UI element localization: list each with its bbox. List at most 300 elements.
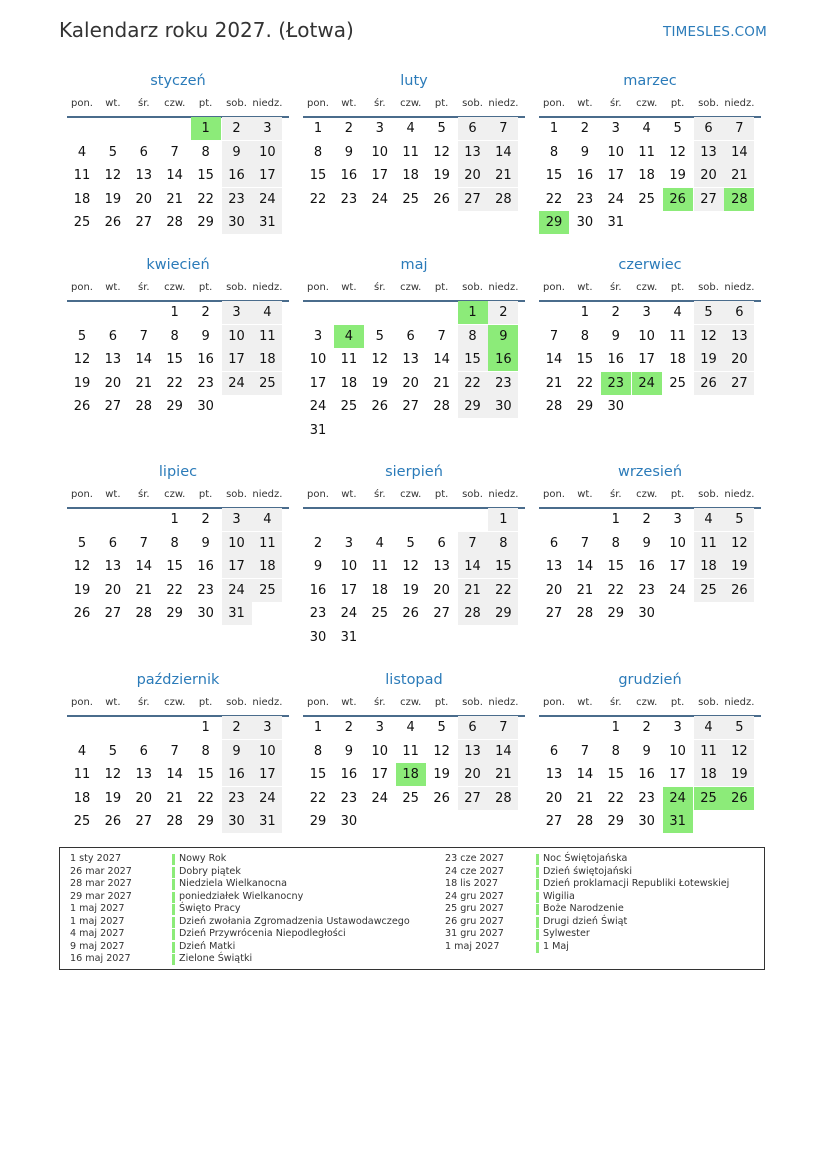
day-cell: 16 — [638, 559, 655, 574]
day-cell: 20 — [724, 348, 754, 371]
holiday-marker — [536, 929, 539, 940]
day-cell: 18 — [73, 790, 91, 806]
day-cell: 22 — [197, 191, 214, 207]
weekday-label: sob. — [226, 489, 247, 500]
day-cell: 31 — [252, 211, 282, 234]
day-cell: 31 — [607, 215, 625, 230]
day-cell: 1 — [170, 305, 179, 320]
weekday-label: pt. — [198, 697, 213, 708]
day-cell: 7 — [580, 535, 590, 551]
day-cell: 10 — [222, 325, 252, 348]
day-cell: 11 — [402, 144, 419, 160]
holiday-date: 28 mar 2027 — [70, 878, 132, 890]
day-cell: 9 — [642, 535, 651, 551]
day-cell: 27 — [135, 814, 153, 829]
day-cell: 5 — [406, 535, 415, 551]
weekday-label: czw. — [636, 489, 658, 500]
day-cell: 30 — [488, 395, 518, 418]
day-cell: 21 — [135, 375, 153, 391]
holiday-marker — [536, 904, 539, 915]
weekday-label: śr. — [610, 98, 622, 109]
day-cell: 8 — [458, 325, 488, 348]
holiday-day-cell: 29 — [539, 211, 569, 234]
day-cell: 3 — [673, 720, 682, 735]
day-cell: 23 — [340, 191, 358, 207]
day-cell: 9 — [201, 328, 210, 344]
day-cell: 22 — [607, 582, 625, 598]
day-cell: 5 — [673, 121, 682, 136]
weekday-label: czw. — [164, 282, 186, 293]
day-cell: 13 — [135, 767, 153, 782]
day-cell: 23 — [309, 606, 327, 621]
day-cell: 14 — [576, 559, 594, 574]
holiday-name: Święto Pracy — [179, 903, 241, 915]
day-cell: 28 — [545, 399, 563, 414]
holiday-marker — [172, 917, 175, 928]
holiday-date: 1 maj 2027 — [70, 915, 125, 927]
day-cell: 26 — [402, 606, 419, 621]
day-cell: 2 — [642, 720, 651, 735]
day-cell: 13 — [545, 559, 563, 574]
day-cell: 12 — [694, 325, 724, 348]
weekday-label: sob. — [226, 282, 247, 293]
holiday-marker — [172, 929, 175, 940]
weekday-label: niedz. — [252, 98, 283, 109]
day-cell: 6 — [694, 117, 724, 140]
day-cell: 27 — [104, 606, 122, 621]
day-cell: 4 — [673, 305, 682, 320]
day-cell: 31 — [340, 629, 358, 645]
holiday-marker — [536, 879, 539, 890]
weekday-label: śr. — [138, 282, 150, 293]
page-title: Kalendarz roku 2027. (Łotwa) — [59, 18, 354, 42]
day-cell: 18 — [694, 555, 724, 578]
day-cell: 3 — [375, 121, 384, 136]
day-cell: 7 — [458, 532, 488, 555]
day-cell: 6 — [549, 535, 559, 551]
day-cell: 6 — [406, 328, 415, 344]
holiday-date: 1 sty 2027 — [70, 853, 122, 864]
day-cell: 1 — [313, 720, 323, 735]
day-cell: 14 — [166, 767, 183, 782]
day-cell: 13 — [724, 325, 754, 348]
holiday-day-cell: 31 — [663, 810, 693, 833]
weekday-label: czw. — [164, 489, 186, 500]
day-cell: 1 — [170, 512, 179, 527]
month-name: czerwiec — [618, 257, 682, 273]
day-cell: 25 — [340, 399, 358, 414]
day-cell: 12 — [402, 559, 419, 574]
weekday-label: pt. — [434, 489, 449, 500]
day-cell: 28 — [166, 215, 183, 230]
day-cell: 23 — [340, 790, 358, 806]
day-cell: 5 — [108, 144, 118, 160]
weekday-label: sob. — [462, 489, 483, 500]
day-cell: 14 — [724, 141, 754, 164]
day-cell: 19 — [433, 767, 450, 782]
holiday-day-cell: 28 — [724, 188, 754, 211]
weekday-label: czw. — [636, 282, 658, 293]
day-cell: 10 — [607, 144, 625, 160]
day-cell: 7 — [488, 716, 518, 739]
day-cell: 21 — [166, 790, 183, 806]
holiday-day-cell: 16 — [488, 348, 518, 371]
brand-link[interactable]: TIMESLES.COM — [663, 24, 767, 40]
day-cell: 26 — [104, 814, 122, 829]
weekday-label: pt. — [198, 489, 213, 500]
day-cell: 1 — [201, 720, 210, 735]
weekday-label: niedz. — [488, 489, 519, 500]
day-cell: 22 — [607, 790, 625, 806]
day-cell: 10 — [252, 141, 282, 164]
day-cell: 7 — [488, 117, 518, 140]
weekday-label: wt. — [341, 98, 357, 109]
day-cell: 24 — [252, 787, 282, 810]
weekday-label: pon. — [307, 98, 329, 109]
month-name: lipiec — [158, 464, 198, 480]
day-cell: 29 — [607, 606, 625, 621]
day-cell: 20 — [135, 790, 153, 806]
day-cell: 21 — [458, 579, 488, 602]
weekday-label: śr. — [138, 98, 150, 109]
day-cell: 17 — [252, 164, 282, 187]
weekday-label: pon. — [71, 697, 93, 708]
day-cell: 27 — [135, 215, 153, 230]
day-cell: 26 — [73, 606, 91, 621]
day-cell: 20 — [458, 164, 488, 187]
day-cell: 6 — [437, 535, 446, 551]
day-cell: 15 — [607, 767, 625, 782]
weekday-label: niedz. — [488, 697, 519, 708]
day-cell: 9 — [201, 535, 210, 551]
day-cell: 10 — [669, 743, 686, 759]
day-cell: 25 — [252, 372, 282, 395]
holiday-date: 29 mar 2027 — [70, 890, 132, 902]
day-cell: 24 — [669, 582, 686, 598]
holiday-day-cell: 4 — [334, 325, 364, 348]
day-cell: 8 — [313, 144, 323, 160]
weekday-label: pon. — [543, 98, 565, 109]
day-cell: 6 — [139, 743, 148, 759]
day-cell: 26 — [694, 372, 724, 395]
day-cell: 27 — [724, 372, 754, 395]
weekday-label: wt. — [341, 489, 357, 500]
day-cell: 4 — [77, 144, 87, 160]
weekday-label: śr. — [374, 697, 386, 708]
day-cell: 25 — [73, 814, 91, 829]
day-cell: 1 — [611, 512, 620, 527]
day-cell: 13 — [694, 141, 724, 164]
month-name: styczeń — [150, 73, 206, 89]
weekday-label: pon. — [307, 282, 329, 293]
day-cell: 31 — [252, 810, 282, 833]
day-cell: 21 — [166, 191, 183, 207]
day-cell: 11 — [694, 740, 724, 763]
day-cell: 4 — [252, 301, 282, 324]
day-cell: 10 — [252, 740, 282, 763]
day-cell: 10 — [638, 328, 655, 344]
day-cell: 12 — [73, 352, 91, 367]
day-cell: 30 — [340, 814, 358, 829]
holiday-day-cell: 18 — [396, 763, 426, 786]
day-cell: 20 — [135, 191, 153, 207]
weekday-label: pt. — [670, 697, 685, 708]
day-cell: 25 — [252, 579, 282, 602]
holiday-name: Drugi dzień Świąt — [543, 915, 628, 927]
day-cell: 11 — [669, 328, 686, 344]
day-cell: 28 — [488, 787, 518, 810]
holiday-name: Dzień Przywrócenia Niepodległości — [179, 928, 346, 940]
day-cell: 29 — [166, 399, 183, 414]
holiday-date: 31 gru 2027 — [445, 928, 504, 940]
weekday-label: niedz. — [252, 489, 283, 500]
holiday-marker — [172, 854, 175, 865]
day-cell: 29 — [197, 215, 214, 230]
day-cell: 22 — [576, 375, 594, 391]
day-cell: 21 — [545, 375, 563, 391]
day-cell: 3 — [375, 720, 384, 735]
weekday-label: wt. — [105, 697, 121, 708]
day-cell: 5 — [724, 508, 754, 531]
day-cell: 2 — [222, 117, 252, 140]
day-cell: 8 — [580, 328, 590, 344]
holiday-marker — [172, 942, 175, 953]
day-cell: 24 — [222, 372, 252, 395]
day-cell: 25 — [371, 606, 389, 621]
weekday-label: pt. — [670, 98, 685, 109]
weekday-label: wt. — [577, 282, 593, 293]
day-cell: 16 — [340, 168, 358, 183]
day-cell: 14 — [545, 352, 563, 367]
day-cell: 5 — [375, 328, 384, 344]
holiday-date: 18 lis 2027 — [445, 878, 499, 890]
weekday-label: sob. — [226, 697, 247, 708]
day-cell: 13 — [135, 168, 153, 183]
day-cell: 28 — [576, 606, 594, 621]
day-cell: 13 — [433, 559, 450, 574]
day-cell: 17 — [222, 555, 252, 578]
day-cell: 16 — [197, 559, 214, 574]
holiday-name: Dzień zwołania Zgromadzenia Ustawodawczego — [179, 915, 410, 927]
day-cell: 27 — [402, 399, 419, 414]
holiday-date: 24 gru 2027 — [445, 890, 504, 902]
month-name: grudzień — [618, 672, 682, 688]
month-name: marzec — [623, 73, 677, 89]
day-cell: 27 — [433, 606, 450, 621]
day-cell: 28 — [135, 606, 153, 621]
day-cell: 18 — [669, 352, 686, 367]
weekday-label: sob. — [698, 282, 719, 293]
day-cell: 22 — [309, 191, 327, 207]
weekday-label: pt. — [198, 98, 213, 109]
day-cell: 23 — [488, 372, 518, 395]
weekday-label: sob. — [462, 282, 483, 293]
day-cell: 30 — [607, 399, 625, 414]
holiday-date: 1 maj 2027 — [445, 940, 500, 952]
day-cell: 1 — [488, 508, 518, 531]
day-cell: 10 — [309, 352, 327, 367]
month-name: październik — [136, 672, 220, 688]
holiday-marker — [536, 867, 539, 878]
day-cell: 14 — [576, 767, 594, 782]
day-cell: 26 — [73, 399, 91, 414]
day-cell: 21 — [724, 164, 754, 187]
day-cell: 26 — [371, 399, 389, 414]
holiday-name: 1 Maj — [543, 940, 569, 952]
day-cell: 30 — [197, 606, 214, 621]
weekday-label: sob. — [462, 697, 483, 708]
month-name: wrzesień — [617, 464, 683, 480]
day-cell: 31 — [222, 602, 252, 625]
day-cell: 12 — [371, 352, 389, 367]
day-cell: 26 — [433, 191, 450, 207]
day-cell: 30 — [197, 399, 214, 414]
holiday-name: Noc Świętojańska — [543, 853, 628, 864]
day-cell: 17 — [252, 763, 282, 786]
day-cell: 13 — [545, 767, 563, 782]
day-cell: 15 — [576, 352, 594, 367]
day-cell: 24 — [371, 191, 389, 207]
day-cell: 5 — [108, 743, 118, 759]
weekday-label: sob. — [698, 697, 719, 708]
day-cell: 4 — [77, 743, 87, 759]
weekday-label: wt. — [577, 697, 593, 708]
day-cell: 24 — [340, 606, 358, 621]
day-cell: 8 — [201, 743, 210, 759]
weekday-label: sob. — [698, 489, 719, 500]
holiday-marker — [536, 892, 539, 903]
day-cell: 1 — [611, 720, 620, 735]
day-cell: 19 — [104, 191, 122, 207]
weekday-label: pon. — [307, 697, 329, 708]
day-cell: 25 — [73, 215, 91, 230]
day-cell: 7 — [170, 743, 179, 759]
day-cell: 12 — [73, 559, 91, 574]
weekday-label: czw. — [636, 697, 658, 708]
day-cell: 17 — [340, 582, 358, 598]
day-cell: 16 — [197, 352, 214, 367]
day-cell: 23 — [197, 582, 214, 598]
weekday-label: niedz. — [724, 98, 755, 109]
holiday-day-cell: 26 — [663, 188, 693, 211]
weekday-label: wt. — [341, 282, 357, 293]
day-cell: 11 — [694, 532, 724, 555]
day-cell: 2 — [201, 512, 210, 527]
day-cell: 3 — [252, 716, 282, 739]
holiday-date: 16 maj 2027 — [70, 953, 131, 965]
day-cell: 4 — [694, 508, 724, 531]
day-cell: 21 — [576, 582, 594, 598]
day-cell: 22 — [309, 790, 327, 806]
day-cell: 12 — [724, 740, 754, 763]
day-cell: 28 — [433, 399, 450, 414]
day-cell: 9 — [222, 141, 252, 164]
day-cell: 29 — [458, 395, 488, 418]
month-name: luty — [400, 73, 428, 89]
holiday-marker — [536, 942, 539, 953]
day-cell: 21 — [488, 164, 518, 187]
day-cell: 18 — [694, 763, 724, 786]
holiday-name: Nowy Rok — [179, 853, 227, 864]
day-cell: 4 — [406, 720, 415, 735]
day-cell: 29 — [488, 602, 518, 625]
day-cell: 2 — [222, 716, 252, 739]
weekday-label: śr. — [374, 489, 386, 500]
day-cell: 16 — [222, 763, 252, 786]
weekday-label: niedz. — [488, 282, 519, 293]
holiday-name: poniedziałek Wielkanocny — [179, 890, 304, 902]
day-cell: 20 — [104, 375, 122, 391]
day-cell: 22 — [197, 790, 214, 806]
day-cell: 2 — [642, 512, 651, 527]
weekday-label: czw. — [400, 282, 422, 293]
day-cell: 9 — [611, 328, 620, 344]
day-cell: 11 — [638, 144, 655, 160]
day-cell: 12 — [433, 743, 450, 759]
weekday-label: niedz. — [488, 98, 519, 109]
weekday-label: pt. — [434, 697, 449, 708]
day-cell: 15 — [166, 559, 183, 574]
day-cell: 7 — [580, 743, 590, 759]
weekday-label: wt. — [105, 282, 121, 293]
weekday-label: śr. — [610, 489, 622, 500]
day-cell: 21 — [576, 790, 594, 806]
day-cell: 30 — [309, 629, 327, 645]
day-cell: 13 — [458, 141, 488, 164]
holiday-day-cell: 1 — [458, 301, 488, 324]
day-cell: 6 — [549, 743, 559, 759]
day-cell: 10 — [222, 532, 252, 555]
day-cell: 29 — [607, 814, 625, 829]
holiday-day-cell: 24 — [632, 372, 662, 395]
holiday-name: Dzień Matki — [179, 940, 236, 952]
weekday-label: pon. — [71, 282, 93, 293]
day-cell: 26 — [433, 790, 450, 806]
holiday-date: 26 mar 2027 — [70, 865, 132, 877]
day-cell: 20 — [402, 375, 419, 391]
day-cell: 11 — [252, 532, 282, 555]
day-cell: 1 — [313, 121, 323, 136]
weekday-label: śr. — [138, 697, 150, 708]
day-cell: 5 — [724, 716, 754, 739]
day-cell: 28 — [166, 814, 183, 829]
day-cell: 6 — [724, 301, 754, 324]
day-cell: 4 — [375, 535, 384, 551]
weekday-label: niedz. — [724, 282, 755, 293]
day-cell: 21 — [135, 582, 153, 598]
day-cell: 11 — [340, 352, 358, 367]
day-cell: 20 — [458, 763, 488, 786]
day-cell: 9 — [222, 740, 252, 763]
day-cell: 19 — [724, 763, 754, 786]
day-cell: 23 — [197, 375, 214, 391]
holiday-name: Boże Narodzenie — [543, 903, 624, 915]
day-cell: 23 — [638, 790, 655, 806]
day-cell: 28 — [488, 188, 518, 211]
day-cell: 4 — [642, 121, 651, 136]
holiday-marker — [172, 892, 175, 903]
holiday-marker — [172, 904, 175, 915]
day-cell: 22 — [488, 579, 518, 602]
holiday-date: 4 maj 2027 — [70, 928, 125, 940]
weekday-label: śr. — [138, 489, 150, 500]
day-cell: 29 — [576, 399, 594, 414]
day-cell: 28 — [576, 814, 594, 829]
day-cell: 15 — [197, 168, 214, 183]
day-cell: 4 — [406, 121, 415, 136]
weekday-label: pon. — [543, 282, 565, 293]
weekday-label: wt. — [577, 489, 593, 500]
